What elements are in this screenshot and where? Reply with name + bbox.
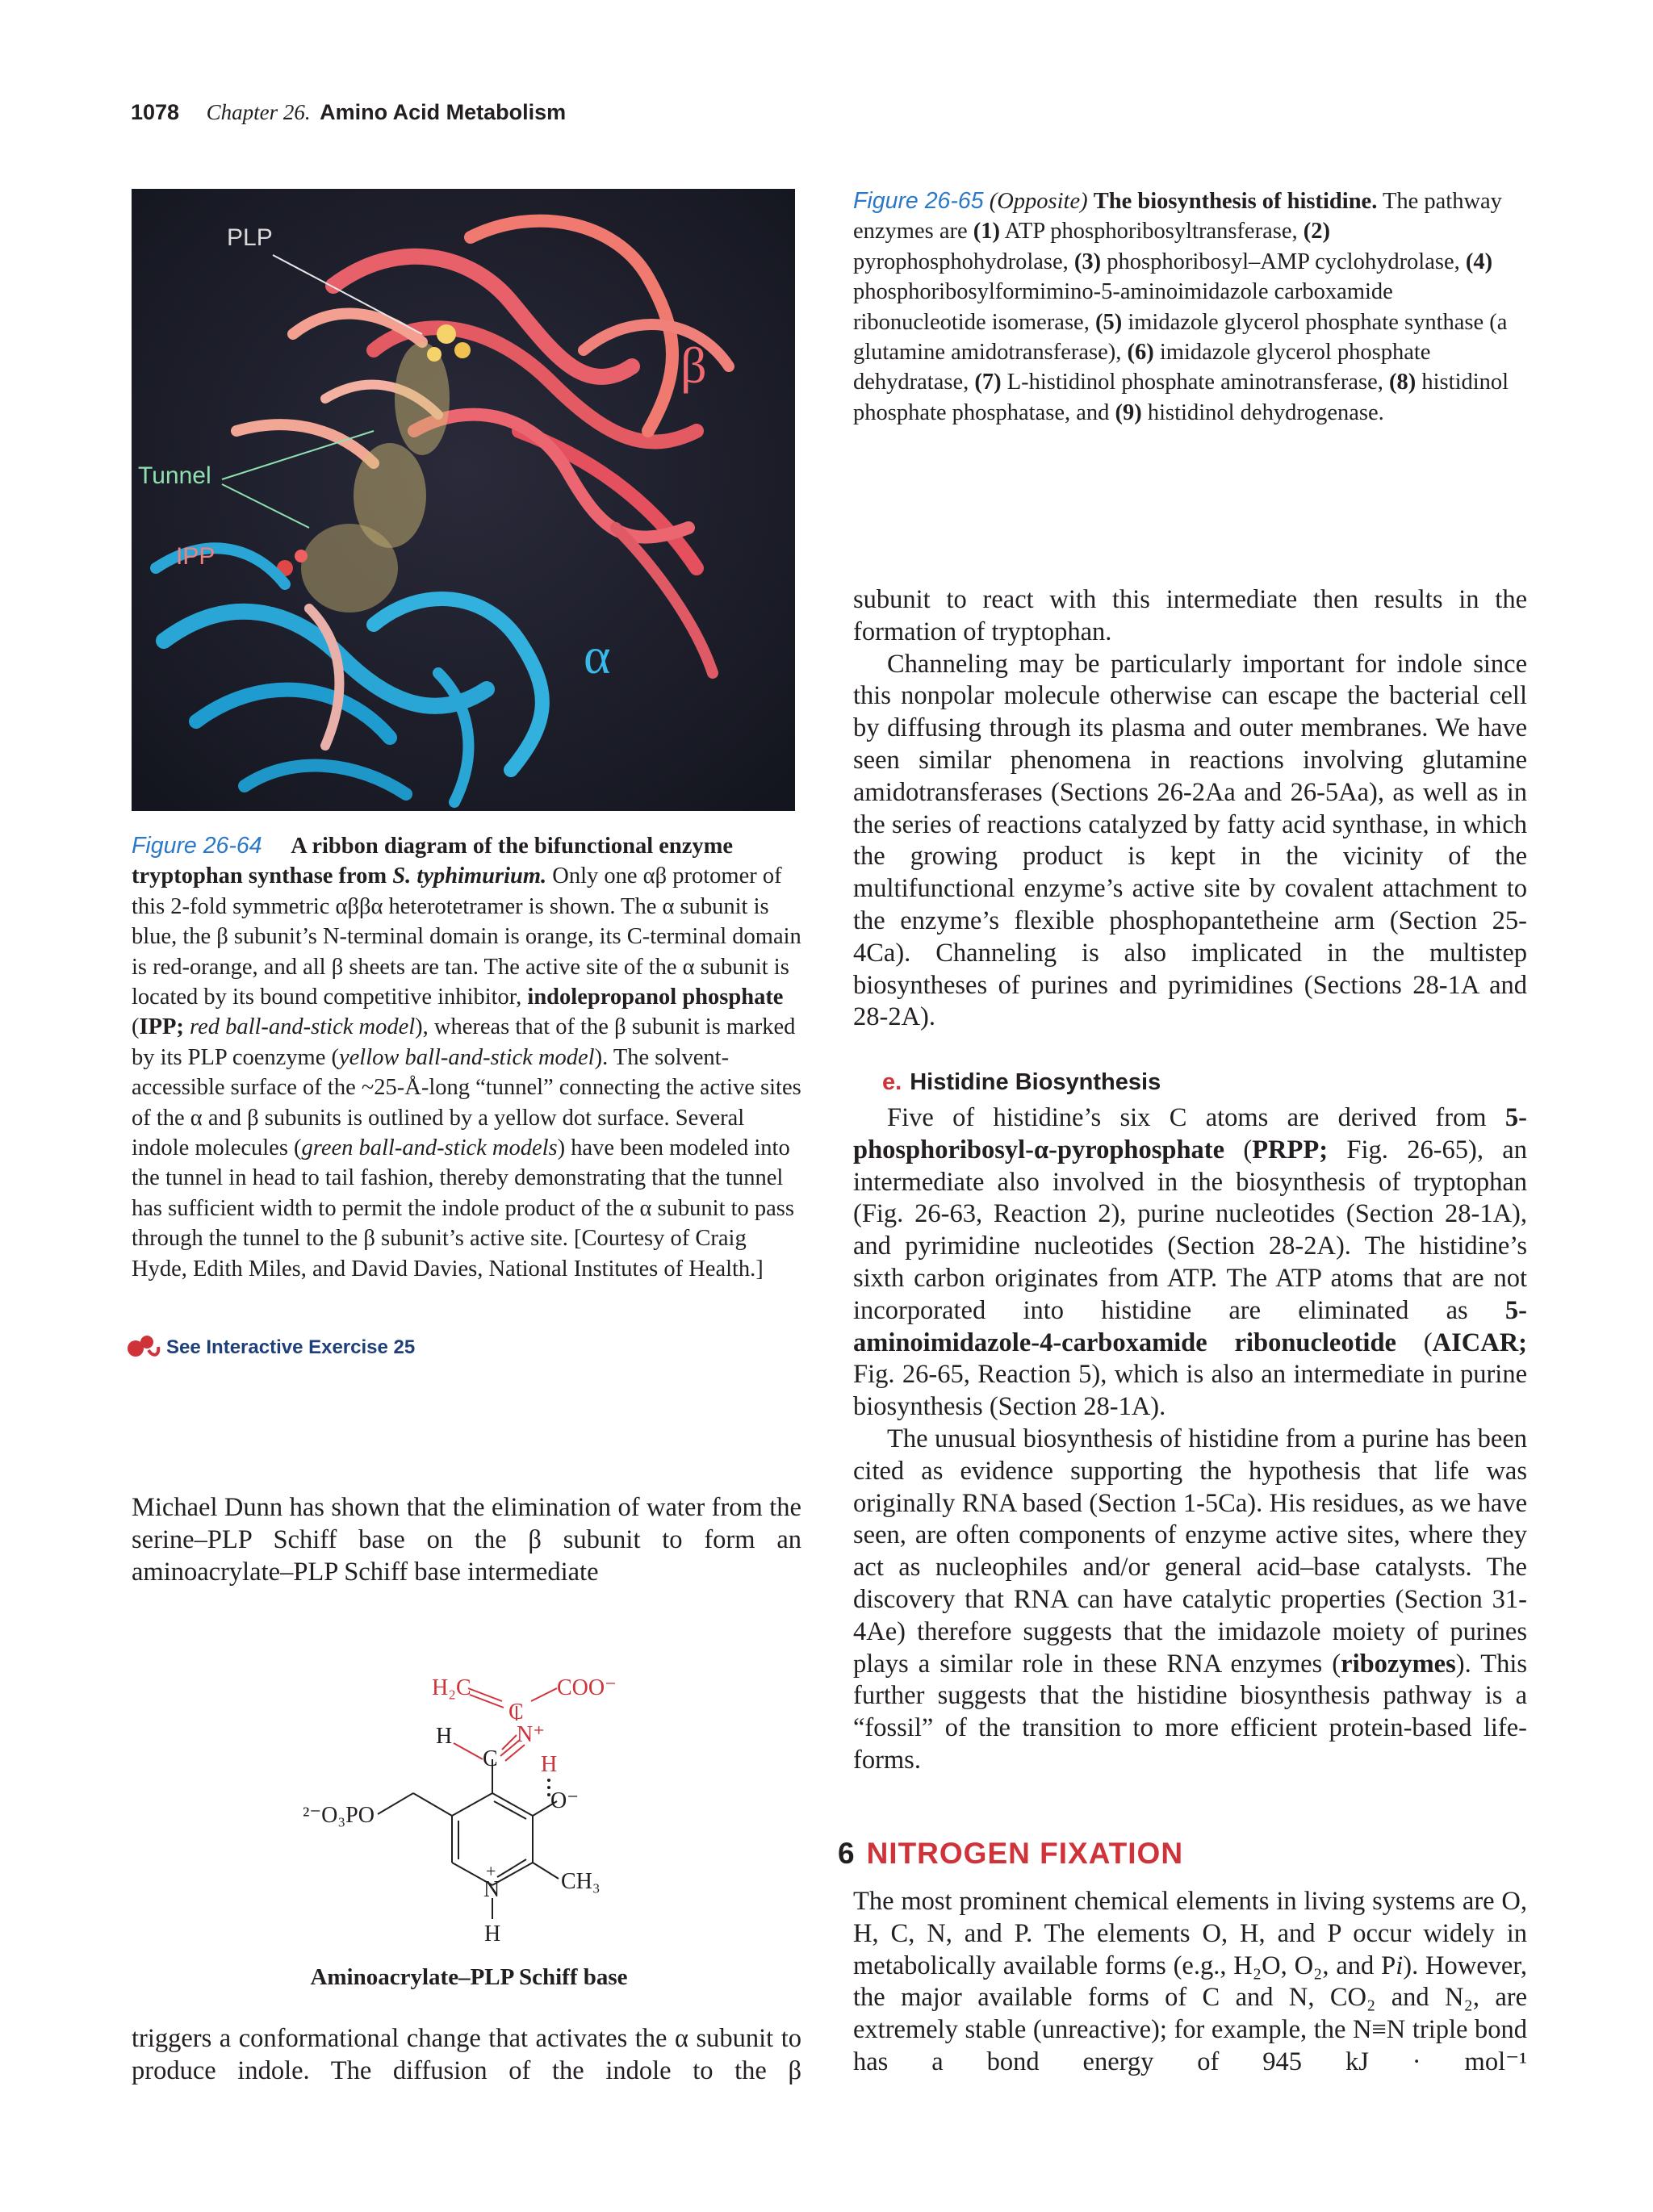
beta-label: β [680, 337, 707, 394]
figure-26-64-caption-run: ) have been modeled into the tunnel in head to tail fashion, thereby demonstrating that the tunnel has sufficient width to permit the indole product of the α subunit to pass through the tunnel to the β subunit’s active site. [Courtesy of Craig Hyde, Edith Miles, and David Davies, National Institutes of Health.] [132, 1135, 794, 1282]
atom-ring-n: N [483, 1877, 500, 1902]
figure-26-64-caption-run: ( [132, 1014, 140, 1040]
figure-26-64-caption-body [132, 863, 801, 1281]
phosphate-group: ²⁻O₃PO [303, 1803, 375, 1828]
paragraph-elements [853, 1886, 1527, 2079]
figure-26-65-caption-run [984, 189, 990, 214]
figure-26-65-caption-run: histidinol dehydrogenase. [1141, 399, 1384, 425]
interactive-exercise-link[interactable] [126, 1331, 415, 1360]
figure-26-65-caption-run: (4) [1465, 249, 1493, 274]
atom-coo: COO⁻ [557, 1675, 617, 1700]
paragraph-unusual-biosynthesis [853, 1424, 1527, 1777]
paragraph-elements-run: ). However, the major available forms of C and N, CO₂ and N₂, are extremely stable (unreactive); for example, the N≡N triple bond has a bond energy of 945 kJ · mol⁻¹ [853, 1951, 1527, 2076]
figure-26-65-caption-run: (6) [1127, 340, 1154, 366]
subsection-letter: e. [882, 1069, 902, 1095]
running-header [131, 100, 566, 125]
figure-26-65-caption-run: imidazole glycerol phosphate synthase (a glutamine amidotransferase), [853, 309, 1508, 366]
paragraph-triggers: triggers a conformational change that activates the α subunit to produce indole. The diffusion of the indole to the β [132, 2024, 801, 2085]
atom-o-minus: O⁻ [550, 1788, 579, 1813]
ribbon-diagram-figure [132, 189, 795, 811]
paragraph-channeling: Channeling may be particularly important for indole since this nonpolar molecule otherwise can escape the bacterial cell by diffusing through its plasma and outer membranes. We have seen similar phenomena in reactions involving glutamine amidotransferases (Sections 26-2Aa and 26-5Aa), as well as in the series of reactions catalyzed by fatty acid synthase, in which the growing product is kept in the vicinity of the multifunctional enzyme’s active site by covalent attachment to the enzyme’s flexible phosphopantetheine arm (Section 25-4Ca). Channeling is also implicated in the multistep biosyntheses of purines and pyrimidines (Sections 28-1A and 28-2A). [853, 649, 1527, 1032]
figure-26-65-caption-run: phosphoribosyl–AMP cyclohydrolase, [1101, 249, 1466, 274]
paragraph-five-carbons-run: Fig. 26-65, Reaction 5), which is also an intermediate in purine biosynthesis (Section 28-1A). [853, 1360, 1527, 1422]
page-number: 1078 [131, 100, 180, 124]
figure-26-65-caption-run: (9) [1115, 399, 1142, 425]
figure-26-64-caption-run [184, 1014, 190, 1039]
section-number: 6 [838, 1837, 856, 1870]
right-column-text [853, 584, 1527, 1034]
figure-26-65-caption-run: pyrophosphohydrolase, [853, 249, 1074, 274]
aminoacrylate-plp-structure [274, 1622, 694, 1945]
figure-26-65-caption-run: L-histidinol phosphate aminotransferase, [1001, 370, 1390, 395]
atom-h2c: H₂C [432, 1675, 471, 1700]
ribbon-diagram-image [132, 189, 795, 811]
molecule-link-icon [126, 1331, 161, 1360]
structure-bonds [378, 1759, 559, 1919]
paragraph-elements-run: The most prominent chemical elements in living systems are O, H, C, N, and P. The elements O, H, and P occur widely in metabolically available forms (e.g., H₂O, O₂, and P [853, 1887, 1527, 1980]
alpha-label: α [584, 627, 611, 684]
figure-26-65-caption-run: (8) [1389, 370, 1417, 395]
figure-26-64-caption-run: ). The solvent-accessible surface of the ~25-Å-long “tunnel” connecting the active sites of the α and β subunits is outlined by a yellow dot surface. Several indole molecules ( [132, 1044, 801, 1161]
paragraph-unusual-biosynthesis-run: ribozymes [1341, 1649, 1456, 1679]
paragraph-subunit: subunit to react with this intermediate then results in the formation of tryptophan. [853, 585, 1527, 646]
figure-26-65-caption-run: histidinol phosphate phosphatase, and [853, 370, 1509, 425]
figure-26-65-caption-run: ATP phosphoribosyltransferase, [999, 219, 1304, 245]
figure-26-65-caption-run: (3) [1073, 249, 1102, 274]
figure-26-64-caption-run: indolepropanol phosphate [527, 985, 784, 1010]
figure-26-65-caption-run: The pathway enzymes are [853, 189, 1502, 245]
structure-caption: Aminoacrylate–PLP Schiff base [310, 1964, 628, 1990]
figure-26-64-caption-run: ), whereas that of the β subunit is marked by its PLP coenzyme ( [132, 1014, 796, 1070]
figure-26-64-caption-run: Only one αβ protomer of this 2-fold symmetric αββα heterotetramer is shown. The α subunit is blue, the β subunit’s N-terminal domain is orange, its C-terminal domain is red-orange, and all β sheets are tan. The active site of the α subunit is located by its bound competitive inhibitor, [132, 863, 801, 1010]
figure-26-65-caption-run: imidazole glycerol phosphate dehydratase, [853, 340, 1431, 395]
paragraph-five-carbons-run: Five of histidine’s six C atoms are derived from [887, 1103, 1505, 1132]
left-paragraph-1 [132, 1492, 801, 1588]
figure-26-65-caption-run: (1) [973, 219, 1000, 245]
atom-c-mid: C [483, 1746, 498, 1771]
atom-c-top: C [508, 1700, 524, 1725]
section-heading [838, 1837, 1183, 1871]
figure-26-65-caption-run: (7) [974, 370, 1002, 395]
figure-26-64-caption [132, 831, 806, 1284]
paragraph-five-carbons-run: 5-phosphoribosyl-α-pyrophosphate [853, 1103, 1527, 1165]
figure-26-64-caption-run: red ball-and-stick model [190, 1014, 416, 1040]
atom-h-bottom: H [484, 1921, 501, 1945]
paragraph-five-carbons [853, 1102, 1527, 1424]
chapter-title: Amino Acid Metabolism [320, 100, 567, 124]
figure-26-65-caption-run [1088, 189, 1094, 214]
chapter-label: Chapter 26. [206, 100, 311, 124]
figure-26-65-caption-run: (2) [1303, 219, 1330, 245]
paragraph-unusual-biosynthesis-run: ). This further suggests that the histidine biosynthesis pathway is a “fossil” of the transition to more efficient protein-based life-forms. [853, 1649, 1528, 1775]
left-paragraph-2 [132, 2023, 801, 2088]
figure-26-65-caption-run: phosphoribosylformimino-5-aminoimidazole carboxamide ribonucleotide isomerase, [853, 279, 1393, 335]
right-column-text-2 [853, 1102, 1527, 1777]
figure-26-64-title: A ribbon diagram of the bifunctional enzyme tryptophan synthase from [132, 834, 734, 889]
tunnel-label: Tunnel [138, 462, 211, 489]
figure-26-65-caption-run: (5) [1094, 309, 1123, 335]
paragraph-elements-run: i [1396, 1951, 1404, 1980]
right-column-text-3 [853, 1886, 1527, 2079]
figure-26-64-caption-run: IPP; [139, 1014, 184, 1040]
paragraph-unusual-biosynthesis-run: The unusual biosynthesis of histidine from a purine has been cited as evidence supporting the hypothesis that life was originally RNA based (Section 1-5Ca). His residues, as we have seen, are often components of enzyme active sites, where they act as nucleophiles and/or general acid–base catalysts. The discovery that RNA can have catalytic properties (Section 31-4Ae) therefore suggests that the imidazole moiety of purines plays a similar role in these RNA enzymes ( [853, 1424, 1527, 1679]
subsection-title: Histidine Biosynthesis [910, 1069, 1161, 1095]
interactive-exercise-label: See Interactive Exercise 25 [166, 1336, 416, 1358]
figure-26-64-caption-run: yellow ball-and-stick model [339, 1044, 595, 1070]
atom-h-left: H [436, 1724, 453, 1749]
atom-h-right: H [541, 1752, 558, 1777]
figure-26-65-caption-body [853, 189, 1509, 425]
plp-label: PLP [227, 224, 273, 251]
atom-n-plus: N⁺ [517, 1722, 545, 1747]
figure-26-64-label: Figure 26-64 [132, 833, 262, 859]
figure-26-65-label: Figure 26-65 [853, 188, 984, 214]
section-title: NITROGEN FIXATION [866, 1837, 1184, 1870]
paragraph-dunn: Michael Dunn has shown that the elimination of water from the serine–PLP Schiff base on the β subunit to form an aminoacrylate–PLP Schiff base intermediate [132, 1493, 801, 1587]
figure-26-65-caption-run: (Opposite) [989, 189, 1088, 214]
atom-ring-plus: + [486, 1861, 496, 1881]
figure-26-64-caption-run: green ball-and-stick models [301, 1135, 558, 1161]
subsection-heading [882, 1069, 1161, 1096]
figure-26-65-caption-run: The biosynthesis of histidine. [1093, 189, 1378, 214]
paragraph-five-carbons-run: ( [1224, 1135, 1253, 1165]
paragraph-five-carbons-run: PRPP; [1252, 1135, 1329, 1165]
ipp-label: IPP [176, 543, 216, 570]
paragraph-five-carbons-run: Fig. 26-65), an intermediate also involved in the biosynthesis of tryptophan (Fig. 26-63, Reaction 2), purine nucleotides (Section 28-1A), and pyrimidine nucleotides (Section 28-2A). The histidine’s sixth carbon originates from ATP. The ATP atoms that are not incorporated into histidine are eliminated as [853, 1135, 1527, 1325]
paragraph-five-carbons-run: AICAR; [1432, 1328, 1527, 1357]
paragraph-five-carbons-run: ( [1396, 1328, 1433, 1357]
paragraph-five-carbons-run: 5-aminoimidazole-4-carboxamide ribonucleotide [853, 1295, 1527, 1357]
figure-26-65-caption [853, 186, 1527, 428]
figure-26-64-species: S. typhimurium. [392, 863, 547, 889]
methyl-group: CH₃ [561, 1869, 601, 1894]
